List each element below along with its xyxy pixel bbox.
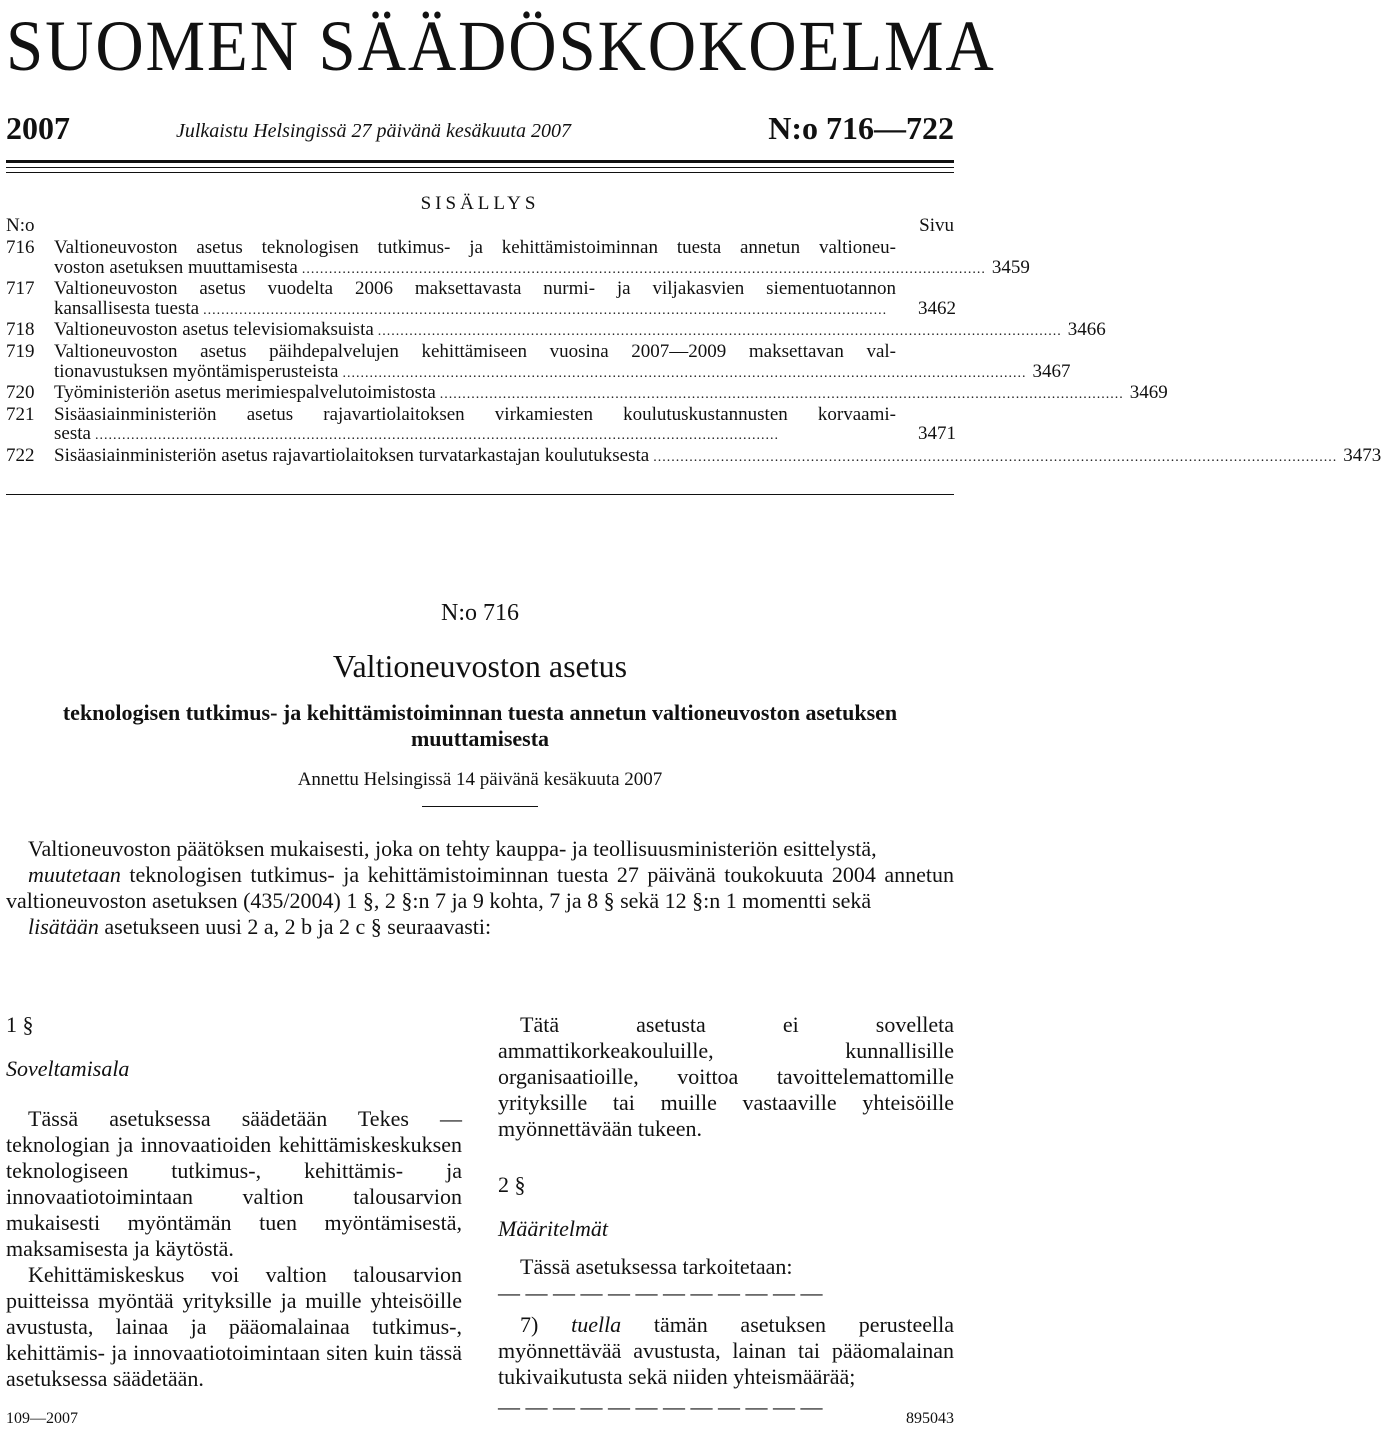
intro-emphasis: lisätään: [28, 914, 99, 939]
paragraph-heading: Soveltamisala: [6, 1056, 130, 1081]
toc-entry-title: tionavustuksen myöntämisperusteista: [54, 360, 339, 382]
body-paragraph: Tässä asetuksessa tarkoitetaan:: [520, 1254, 793, 1279]
toc-entry-number: 722: [6, 444, 35, 466]
masthead-rule: [6, 160, 954, 163]
toc-leader: ........................................................................................................................................................: [653, 449, 1338, 465]
intro-paragraph: [6, 914, 954, 940]
body-paragraph: [498, 1312, 954, 1390]
body-paragraph: Tässä asetuksessa säädetään Tekes — teknologian ja innovaatioiden kehittämiskeskuksen teknologiseen tutkimus-, kehittämis- ja innovaatiotoimintaan valtion talousarvion mukaisesti myöntämän tuen myöntämisestä, maksamisesta ja käytöstä.: [6, 1106, 462, 1261]
intro-emphasis: muutetaan: [28, 862, 121, 887]
intro-paragraph: Valtioneuvoston päätöksen mukaisesti, joka on tehty kauppa- ja teollisuusministeriön esittelystä,: [28, 836, 877, 861]
toc-end-rule: [6, 494, 954, 495]
toc-entry-number: 721: [6, 403, 35, 425]
body-paragraph: Tätä asetusta ei sovelleta ammattikorkeakouluille, kunnallisille organisaatioille, voittoa tavoittelemattomille yrityksille tai muille vastaaville yhteisöille myönnettävään tukeen.: [498, 1012, 954, 1141]
toc-entry[interactable]: [6, 340, 1071, 383]
toc-entry-title: Työministeriön asetus merimiespalvelutoimistosta: [54, 382, 436, 404]
toc-entry-page: 3466: [1067, 319, 1106, 341]
toc-entry-page: 3473: [1343, 444, 1381, 466]
intro-paragraph: [6, 862, 954, 914]
toc-leader: ........................................................................................................................................................: [342, 365, 1027, 381]
masthead-title: SUOMEN SÄÄDÖSKOKOELMA: [6, 6, 996, 86]
toc-entry-page: 3469: [1129, 382, 1168, 404]
toc-entry[interactable]: [6, 444, 1381, 468]
toc-entry-title: Valtioneuvoston asetus televisiomaksuista: [54, 319, 374, 341]
item-number: 7): [520, 1312, 572, 1337]
toc-entry-title-line: Valtioneuvoston asetus teknologisen tutkimus- ja kehittämistoiminnan tuesta annetun valtioneu-: [54, 237, 896, 258]
toc-number-header: N:o: [6, 215, 35, 236]
omission-dashes: — — — — — — — — — — — —: [498, 1394, 823, 1419]
section-divider: [422, 806, 538, 807]
publication-date: Julkaistu Helsingissä 27 päivänä kesäkuuta 2007: [176, 120, 571, 142]
masthead-rule-thin-2: [6, 172, 954, 173]
definition-text: tämän asetuksen perusteella myönnettävää avustusta, lainan tai pääomalainan tukivaikutusta sekä niiden yhteismäärää;: [498, 1312, 954, 1389]
footer-right-code: 895043: [906, 1410, 954, 1427]
section-number: N:o 716: [441, 600, 519, 626]
toc-entry-page: 3462: [918, 297, 956, 319]
toc-leader: ........................................................................................................................................................: [301, 261, 986, 277]
section-date: Annettu Helsingissä 14 päivänä kesäkuuta 2007: [297, 769, 663, 790]
intro-paragraph-text: asetukseen uusi 2 a, 2 b ja 2 c § seuraavasti:: [98, 914, 492, 939]
body-paragraph: Kehittämiskeskus voi valtion talousarvion puitteissa myöntää yrityksille ja muille yhteisöille avustusta, lainaa ja pääomalainaa tutkimus-, kehittämis- ja innovaatiotoimintaan siten kuin tässä asetuksessa säädetään.: [6, 1262, 462, 1391]
issue-numbers: N:o 716—722: [768, 110, 954, 146]
paragraph-number: 2 §: [498, 1172, 526, 1197]
toc-entry-number: 718: [6, 319, 35, 341]
left-column: [6, 1012, 462, 1392]
toc-leader: ........................................................................................................................................................: [203, 302, 888, 318]
masthead-rule-thin: [6, 167, 954, 168]
toc-entry-page: 3459: [991, 256, 1030, 278]
toc-title: SISÄLLYS: [420, 193, 540, 214]
table-of-contents: [6, 237, 1381, 468]
toc-entry[interactable]: [6, 382, 1168, 405]
section-subtitle: teknologisen tutkimus- ja kehittämistoiminnan tuesta annetun valtioneuvoston asetuksen muuttamisesta: [62, 700, 898, 751]
toc-entry[interactable]: [6, 405, 956, 446]
toc-entry-title: voston asetuksen muuttamisesta: [54, 256, 298, 278]
publication-row: [6, 110, 954, 150]
toc-leader: ........................................................................................................................................................: [377, 324, 1062, 340]
defined-term: tuella: [571, 1312, 622, 1337]
toc-entry-number: 717: [6, 278, 35, 300]
intro-paragraph-text: teknologisen tutkimus- ja kehittämistoiminnan tuesta 27 päivänä toukokuuta 2004 annetun valtioneuvoston asetuksen (435/2004) 1 §, 2 §:n 7 ja 9 kohta, 7 ja 8 § sekä 12 §:n 1 momentti sekä: [6, 862, 954, 913]
toc-entry[interactable]: [6, 279, 956, 320]
section-title: Valtioneuvoston asetus: [332, 648, 628, 684]
toc-entry-title-line: Valtioneuvoston asetus vuodelta 2006 maksettavasta nurmi- ja viljakasvien siementuotannon: [54, 278, 896, 300]
toc-leader: ........................................................................................................................................................: [439, 387, 1124, 403]
toc-entry-page: 3467: [1032, 360, 1071, 382]
toc-entry[interactable]: [6, 319, 1106, 342]
paragraph-heading: Määritelmät: [498, 1216, 608, 1241]
toc-entry-page: 3471: [918, 423, 956, 445]
intro-text: [6, 836, 954, 940]
toc-entry-number: 720: [6, 382, 35, 404]
toc-page-header: Sivu: [919, 215, 954, 236]
toc-entry-title: sesta: [54, 423, 91, 445]
toc-entry-title-line: Sisäasiainministeriön asetus rajavartiolaitoksen virkamiesten koulutuskustannusten korvaami-: [54, 403, 896, 425]
toc-entry-title-line: Valtioneuvoston asetus päihdepalvelujen kehittämiseen vuosina 2007—2009 maksettavan val-: [54, 340, 896, 362]
toc-entry-number: 719: [6, 340, 35, 362]
publication-year: 2007: [6, 110, 70, 146]
omission-dashes: — — — — — — — — — — — —: [498, 1280, 823, 1305]
toc-entry-number: 716: [6, 237, 35, 258]
toc-leader: ........................................................................................................................................................: [94, 428, 779, 444]
toc-entry-title: kansallisesta tuesta: [54, 297, 200, 319]
toc-entry-title: Sisäasiainministeriön asetus rajavartiolaitoksen turvatarkastajan koulutuksesta: [54, 444, 650, 466]
paragraph-number: 1 §: [6, 1012, 34, 1037]
toc-entry[interactable]: [6, 237, 1030, 279]
right-column: [498, 1012, 954, 1420]
footer-left-code: 109—2007: [6, 1410, 78, 1427]
